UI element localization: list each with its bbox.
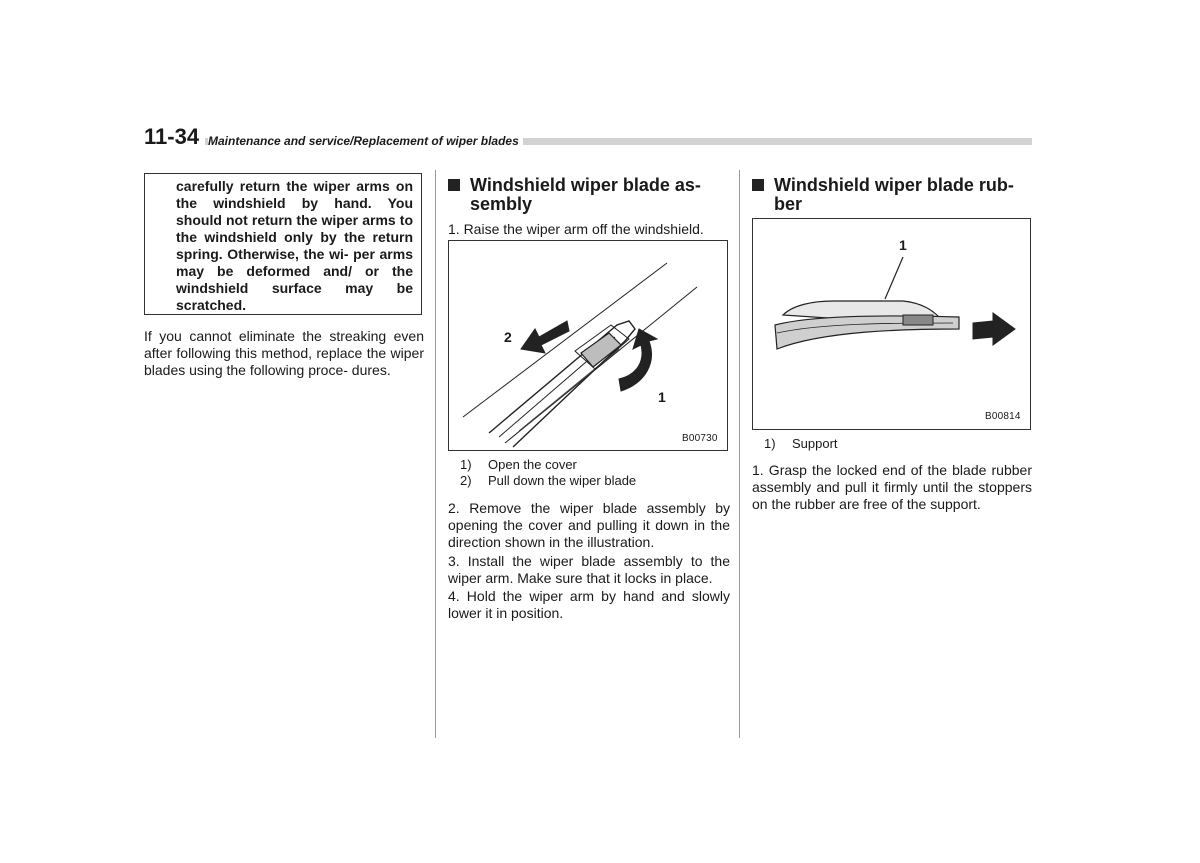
figure-blade-rubber — [752, 218, 1031, 430]
figure-captions — [752, 436, 1032, 452]
figure-label-1: 1 — [899, 237, 907, 253]
caption-item: 2) Pull down the wiper blade — [460, 473, 637, 488]
figure-code: B00730 — [682, 433, 718, 444]
heading-blade-rubber: Windshield wiper blade rub- ber — [752, 176, 1034, 214]
step-1-text: 1. Raise the wiper arm off the windshield. — [448, 221, 704, 237]
warning-box — [144, 173, 422, 315]
heading-blade-assembly: Windshield wiper blade as- sembly — [448, 176, 728, 214]
page-number: 11-34 — [144, 124, 205, 150]
heading-square-icon — [752, 179, 764, 191]
streaking-paragraph: If you cannot eliminate the streaking even after following this method, replace the wiper blades using the following proce- dures. — [144, 328, 424, 378]
caption-item: 1) Support — [764, 436, 838, 451]
arrow-right-icon — [973, 313, 1015, 345]
blade-rubber-illustration — [753, 219, 1032, 431]
step-3-text: 3. Install the wiper blade assembly to the wiper arm. Make sure that it locks in place. — [448, 553, 730, 586]
arrow-left-icon — [521, 321, 569, 353]
figure-captions — [448, 457, 728, 489]
warning-text: carefully return the wiper arms on the windshield by hand. You should not return the wiper arms to the windshield only by the return spring. Otherwise, the wi- per arms may be deformed and/ or the windshield surface may be scratched. — [176, 178, 413, 313]
curved-arrow-icon — [619, 329, 657, 391]
column-divider-left — [435, 170, 436, 738]
step-4-text: 4. Hold the wiper arm by hand and slowly lower it in position. — [448, 588, 730, 621]
figure-code: B00814 — [985, 411, 1021, 422]
column-divider-right — [739, 170, 740, 738]
wiper-blade-illustration — [449, 241, 729, 452]
figure-label-2: 2 — [504, 329, 512, 345]
heading-square-icon — [448, 179, 460, 191]
rubber-step-1-text: 1. Grasp the locked end of the blade rubber assembly and pull it firmly until the stoppers on the rubber are free of the support. — [752, 462, 1032, 512]
caption-item: 1) Open the cover — [460, 457, 577, 472]
figure-label-1: 1 — [658, 389, 666, 405]
section-title: Maintenance and service/Replacement of wiper blades — [208, 133, 523, 149]
step-2-text: 2. Remove the wiper blade assembly by opening the cover and pulling it down in the direction shown in the illustration. — [448, 500, 730, 550]
figure-blade-assembly — [448, 240, 728, 451]
